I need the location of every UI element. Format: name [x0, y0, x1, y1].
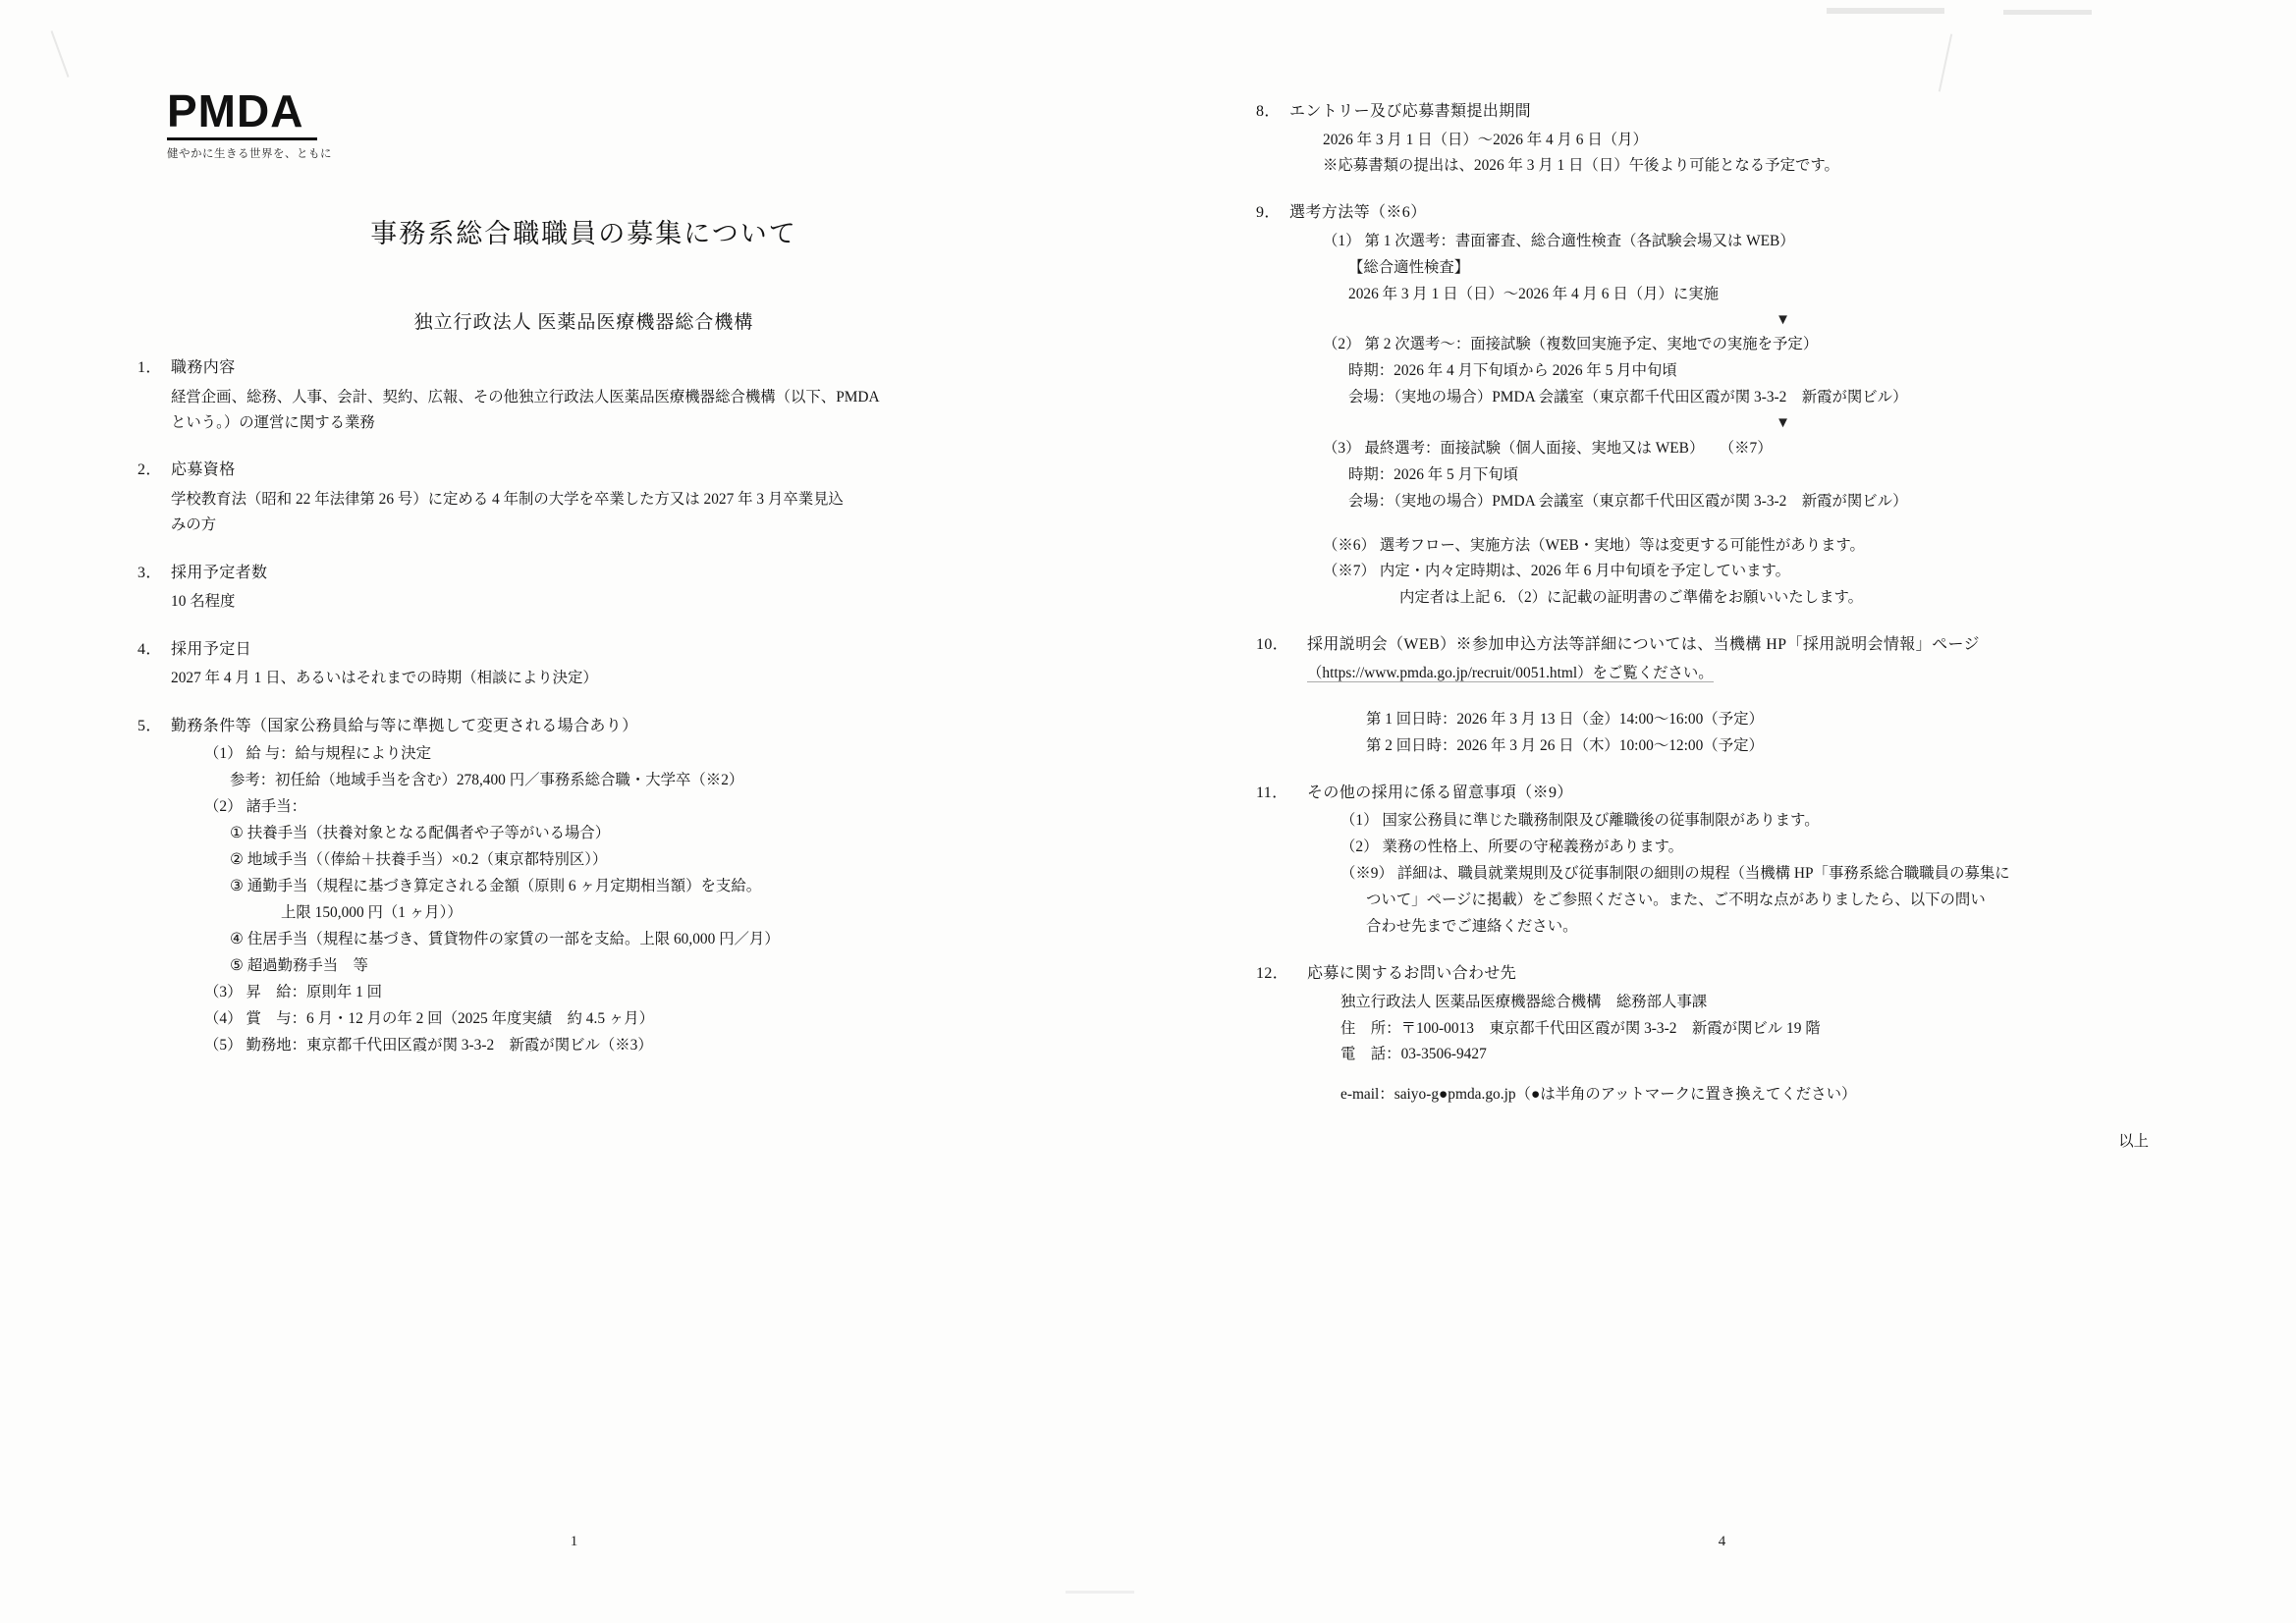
section-line: 10 名程度	[171, 593, 236, 611]
page-number-right: 4	[1718, 1534, 1726, 1549]
section-number: 10．	[1256, 636, 1289, 654]
item-text: 昇 給：原則年 1 回	[246, 984, 383, 1001]
section-line: という。）の運営に関する業務	[171, 414, 375, 431]
section-number: 1．	[137, 359, 162, 376]
pmda-tagline: 健やかに生きる世界を、ともに	[167, 148, 332, 160]
pmda-logo	[167, 85, 393, 161]
item-marker: ⑤	[230, 957, 244, 975]
section-number: 8．	[1256, 103, 1281, 120]
section-title: エントリー及び応募書類提出期間	[1289, 103, 1532, 120]
item-text: 上限 150,000 円（1 ヶ月））	[281, 904, 463, 922]
section-working-conditions	[137, 713, 1030, 1058]
page-title: 事務系総合職職員の募集について	[370, 219, 797, 248]
section-title: 採用予定者数	[171, 564, 268, 581]
section-job-description	[137, 354, 1030, 436]
item-text: 地域手当（（俸給＋扶養手当）×0.2（東京都特別区））	[246, 851, 608, 869]
item-text: 諸手当：	[246, 798, 307, 816]
section-number: 9．	[1256, 204, 1281, 222]
item-marker: （1）	[204, 745, 243, 763]
item-text: 超過勤務手当 等	[246, 957, 368, 975]
item-text: 第 1 次選考：書面審査、総合適性検査（各試験会場又は WEB）	[1364, 232, 1795, 249]
section-number: 3．	[137, 564, 162, 581]
right-sections	[1256, 98, 2159, 1156]
item-text: 会場：（実地の場合）PMDA 会議室（東京都千代田区霞が関 3-3-2 新霞が関ビル）	[1348, 389, 1908, 406]
item-text: 業務の性格上、所要の守秘義務があります。	[1382, 839, 1684, 856]
section-title: 採用予定日	[171, 640, 252, 658]
item-text: 選考フロー、実施方法（WEB・実地）等は変更する可能性があります。	[1379, 536, 1865, 554]
contact-email: e-mail：saiyo-g●pmda.go.jp（●は半角のアットマークに置き換えてください）	[1340, 1086, 1857, 1104]
item-marker: （※7）	[1323, 563, 1376, 580]
item-marker: （5）	[204, 1036, 243, 1054]
item-text: 時期：2026 年 4 月下旬頃から 2026 年 5 月中旬頃	[1348, 362, 1677, 380]
item-text: 勤務地：東京都千代田区霞が関 3-3-2 新霞が関ビル（※3）	[246, 1036, 653, 1054]
section-number: 5．	[137, 717, 162, 734]
item-marker: （3）	[204, 984, 243, 1001]
item-text: 第 2 次選考～：面接試験（複数回実施予定、実地での実施を予定）	[1364, 336, 1819, 353]
flow-arrow-icon: ▼	[1776, 415, 1790, 432]
item-marker: ③	[230, 878, 244, 895]
contact-organization: 独立行政法人 医薬品医療機器総合機構 総務部人事課	[1340, 993, 1708, 1010]
item-text: 2026 年 3 月 1 日（日）～2026 年 4 月 6 日（月）	[1323, 131, 1648, 148]
section-line: 学校教育法（昭和 22 年法律第 26 号）に定める 4 年制の大学を卒業した方又は 2027 年 3 月卒業見込	[171, 491, 844, 508]
item-marker: （1）	[1323, 232, 1361, 249]
pmda-wordmark: PMDA	[167, 85, 304, 136]
item-text: 国家公務員に準じた職務制限及び離職後の従事制限があります。	[1382, 812, 1820, 830]
section-title: その他の採用に係る留意事項（※9）	[1307, 784, 1573, 801]
section-info-session	[1256, 631, 2159, 758]
contact-phone: 電 話：03-3506-9427	[1340, 1046, 1487, 1063]
section-selection-process	[1256, 199, 2159, 611]
page-number-left: 1	[570, 1534, 578, 1549]
item-text: 参考：初任給（地域手当を含む）278,400 円／事務系総合職・大学卒（※2）	[230, 772, 744, 789]
issuing-organization: 独立行政法人 医薬品医療機器総合機構	[413, 312, 754, 333]
item-marker: （2）	[204, 798, 243, 816]
section-eligibility	[137, 457, 1030, 538]
section-title: 応募に関するお問い合わせ先	[1307, 965, 1517, 983]
section-contact	[1256, 960, 2159, 1108]
section-number: 12．	[1256, 965, 1289, 983]
item-marker: （1）	[1340, 812, 1379, 830]
section-application-period	[1256, 98, 2159, 179]
left-sections	[137, 354, 1030, 1058]
section-line: 経営企画、総務、人事、会計、契約、広報、その他独立行政法人医薬品医療機器総合機構（以下、PMDA	[171, 388, 880, 406]
item-marker: （※9）	[1340, 865, 1394, 883]
section-line: みの方	[171, 516, 217, 534]
contact-address: 住 所：〒100-0013 東京都千代田区霞が関 3-3-2 新霞が関ビル 19 階	[1340, 1019, 1821, 1037]
item-text: ついて」ページに掲載）をご参照ください。また、ご不明な点がありましたら、以下の問い	[1366, 892, 1986, 909]
section-other-notes	[1256, 780, 2159, 940]
item-text: 【総合適性検査】	[1348, 258, 1470, 276]
info-session-url-link[interactable]: （https://www.pmda.go.jp/recruit/0051.html）をご覧ください。	[1307, 664, 1714, 681]
item-text: ※応募書類の提出は、2026 年 3 月 1 日（日）午後より可能となる予定です。	[1323, 157, 1839, 175]
section-start-date	[137, 636, 1030, 692]
item-text: 賞 与：6 月・12 月の年 2 回（2025 年度実績 約 4.5 ヶ月）	[246, 1010, 655, 1028]
item-text: 給 与：給与規程により決定	[246, 745, 432, 763]
section-number: 2．	[137, 461, 162, 479]
item-text: 最終選考：面接試験（個人面接、実地又は WEB） （※7）	[1364, 439, 1773, 457]
item-text: 会場：（実地の場合）PMDA 会議室（東京都千代田区霞が関 3-3-2 新霞が関ビル）	[1348, 492, 1908, 510]
item-text: 合わせ先までご連絡ください。	[1366, 918, 1578, 936]
item-marker: （※6）	[1323, 536, 1376, 554]
item-text: 詳細は、職員就業規則及び従事制限の細則の規程（当機構 HP「事務系総合職職員の募集に	[1396, 865, 2010, 883]
document-page-right	[1148, 0, 2296, 1623]
item-text: 住居手当（規程に基づき、賃貸物件の家賃の一部を支給。上限 60,000 円／月）	[246, 931, 780, 948]
closing-mark: 以上	[2118, 1133, 2149, 1151]
item-text: 内定者は上記 6．（2）に記載の証明書のご準備をお願いいたします。	[1399, 589, 1864, 607]
section-number: 11．	[1256, 784, 1288, 801]
item-text: 2026 年 3 月 1 日（日）～2026 年 4 月 6 日（月）に実施	[1348, 285, 1720, 302]
item-text: 内定・内々定時期は、2026 年 6 月中旬頃を予定しています。	[1379, 563, 1791, 580]
item-marker: ①	[230, 825, 244, 842]
item-marker: （2）	[1323, 336, 1361, 353]
item-text: 扶養手当（扶養対象となる配偶者や子等がいる場合）	[246, 825, 611, 842]
item-marker: （2）	[1340, 839, 1379, 856]
section-title: 職務内容	[171, 359, 236, 376]
section-title: 選考方法等（※6）	[1289, 204, 1427, 222]
item-marker: （4）	[204, 1010, 243, 1028]
item-text: 第 2 回日時：2026 年 3 月 26 日（木）10:00～12:00（予定）	[1366, 736, 1764, 754]
item-text: 通勤手当（規程に基づき算定される金額（原則 6 ヶ月定期相当額）を支給。	[246, 878, 762, 895]
section-items	[171, 742, 1030, 1057]
item-marker: （3）	[1323, 439, 1361, 457]
item-text: 時期：2026 年 5 月下旬頃	[1348, 465, 1519, 483]
item-text: 第 1 回日時：2026 年 3 月 13 日（金）14:00～16:00（予定）	[1366, 710, 1764, 728]
item-marker: ②	[230, 851, 244, 869]
section-title: 勤務条件等（国家公務員給与等に準拠して変更される場合あり）	[171, 717, 638, 734]
section-title: 応募資格	[171, 461, 236, 479]
section-title: 採用説明会（WEB）※参加申込方法等詳細については、当機構 HP「採用説明会情報」ページ	[1307, 636, 1980, 654]
item-marker: ④	[230, 931, 244, 948]
section-headcount	[137, 560, 1030, 616]
section-line: 2027 年 4 月 1 日、あるいはそれまでの時期（相談により決定）	[171, 670, 598, 687]
section-number: 4．	[137, 640, 162, 658]
flow-arrow-icon: ▼	[1776, 311, 1790, 328]
